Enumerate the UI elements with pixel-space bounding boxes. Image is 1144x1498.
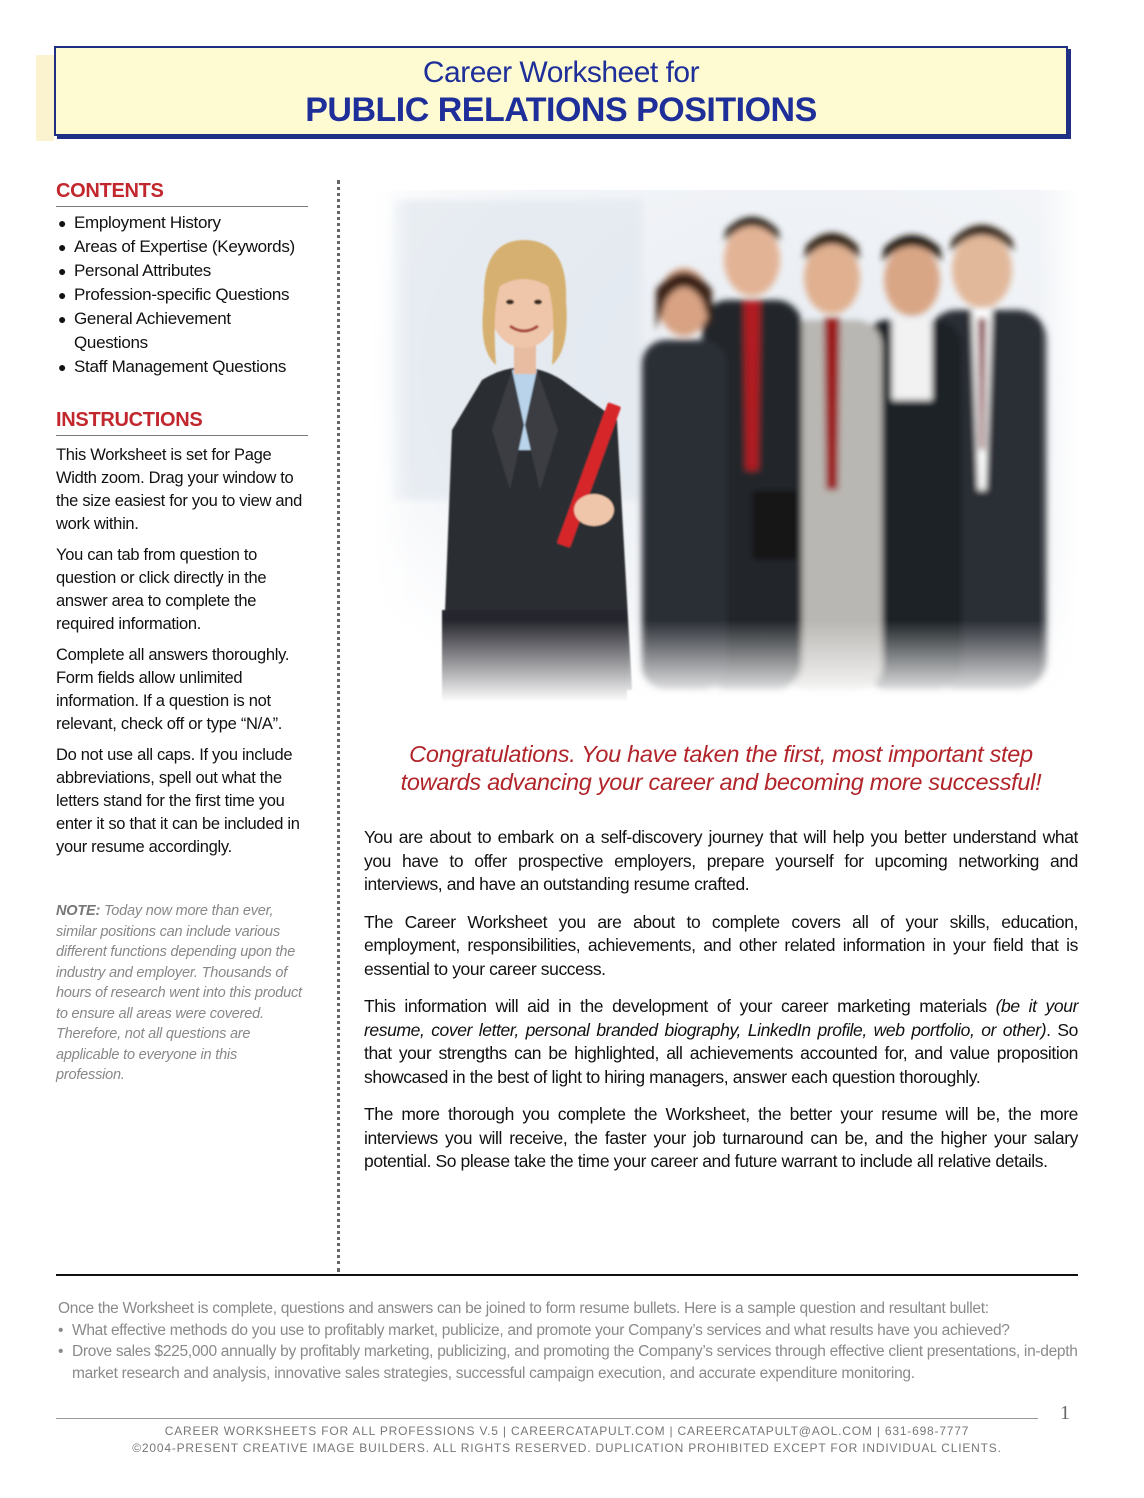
contents-heading: CONTENTS	[56, 180, 308, 207]
footer-contact: CAREER WORKSHEETS FOR ALL PROFESSIONS V.5 | CAREERCATAPULT.COM | CAREERCATAPULT@AOL.COM | 631-698-7777	[164, 1424, 970, 1438]
sample-resume-bullet: • Drove sales $225,000 annually by profitably marketing, publicizing, and promoting the Company’s services through effective client presentations, in-depth market research and analysis, innovative sales strategies, successful campaign execution, and accurate expenditure monitoring.	[58, 1343, 1078, 1382]
page-number: 1	[1060, 1402, 1070, 1424]
sample-intro: Once the Worksheet is complete, questions and answers can be joined to form resume bullets. Here is a sample question and resultant bullet:	[58, 1300, 989, 1317]
contents-item-personal-attributes[interactable]: ● Personal Attributes	[56, 259, 308, 283]
footer-rule	[56, 1418, 1038, 1419]
contents-item-profession-specific[interactable]: ● Profession-specific Questions	[56, 283, 308, 307]
contents-item-employment-history[interactable]: ● Employment History	[56, 211, 308, 235]
page-footer	[56, 1423, 1078, 1457]
intro-body	[364, 826, 1078, 1188]
sidebar	[56, 180, 308, 1086]
contents-item-staff-management[interactable]: ● Staff Management Questions	[56, 355, 308, 379]
instruction-paragraph: You can tab from question to question or click directly in the answer area to complete the required information.	[56, 546, 267, 633]
intro-paragraph-3: This information will aid in the development of your career marketing materials (be it your resume, cover letter, personal branded biography, LinkedIn profile, web portfolio, or other). So that your strengths can be highlighted, all achievements accounted for, and value proposition showcased in the best of light to hiring managers, answer each question thoroughly.	[364, 996, 1079, 1087]
instruction-paragraph: Do not use all caps. If you include abbreviations, spell out what the letters stand for the first time you enter it so that it can be included in your resume accordingly.	[56, 746, 300, 856]
bullet-icon: ●	[58, 239, 67, 255]
congratulations-message	[364, 740, 1078, 796]
instructions-heading: INSTRUCTIONS	[56, 409, 308, 436]
instruction-paragraph: This Worksheet is set for Page Width zoom. Drag your window to the size easiest for you to view and work within.	[56, 446, 303, 533]
bullet-icon: •	[58, 1321, 64, 1339]
intro-paragraph-1: You are about to embark on a self-discovery journey that will help you better understand what you have to offer prospective employers, prepare yourself for upcoming networking and interviews, and have an outstanding resume crafted.	[364, 827, 1078, 894]
page-header	[54, 46, 1068, 136]
team-photo-illustration	[372, 190, 1078, 702]
instructions-section	[56, 409, 308, 859]
sample-bullet-section	[58, 1298, 1088, 1384]
intro-paragraph-2: The Career Worksheet you are about to complete covers all of your skills, education, employment, responsibilities, achievements, and other related information in your field that is essential to your career success.	[364, 911, 1078, 979]
contents-item-general-achievement[interactable]: ● General Achievement Questions	[58, 309, 231, 352]
intro-paragraph-4: The more thorough you complete the Worksheet, the better your resume will be, the more interviews you will receive, the faster your job turnaround can be, and the higher your salary potential. So please take the time your career and future warrant to include all relative details.	[364, 1104, 1078, 1171]
section-divider	[56, 1274, 1078, 1276]
sample-question: • What effective methods do you use to profitably market, publicize, and promote your Company’s services and what results have you achieved?	[58, 1320, 1088, 1342]
contents-item-areas-of-expertise[interactable]: ● Areas of Expertise (Keywords)	[56, 235, 308, 259]
footer-copyright: ©2004-PRESENT CREATIVE IMAGE BUILDERS. ALL RIGHTS RESERVED. DUPLICATION PROHIBITED EXCEPT FOR INDIVIDUAL CLIENTS.	[132, 1441, 1002, 1455]
bullet-icon: •	[58, 1343, 64, 1360]
page-title: PUBLIC RELATIONS POSITIONS	[305, 91, 817, 129]
bullet-icon: ●	[58, 263, 67, 279]
bullet-icon: ●	[58, 215, 67, 231]
business-team-photo	[372, 190, 1078, 702]
contents-list	[56, 211, 308, 379]
congrats-line-2: towards advancing your career and becoming more successful!	[400, 769, 1042, 795]
bullet-icon: ●	[58, 311, 67, 327]
note-text: NOTE: Today now more than ever, similar positions can include various different functions depending upon the industry and employer. Thousands of hours of research went into this product to ensure all areas were covered. Therefore, not all questions are applicable to everyone in this profession.	[56, 903, 302, 1083]
note-label: NOTE:	[56, 903, 101, 919]
header-accent	[36, 55, 54, 141]
bullet-icon: ●	[58, 287, 67, 303]
instruction-paragraph: Complete all answers thoroughly. Form fields allow unlimited information. If a question is not relevant, check off or type “N/A”.	[56, 646, 290, 733]
column-divider	[337, 180, 340, 1272]
congrats-line-1: Congratulations. You have taken the first, most important step	[409, 741, 1033, 767]
header-subtitle: Career Worksheet for	[422, 56, 700, 89]
bullet-icon: ●	[58, 359, 67, 375]
